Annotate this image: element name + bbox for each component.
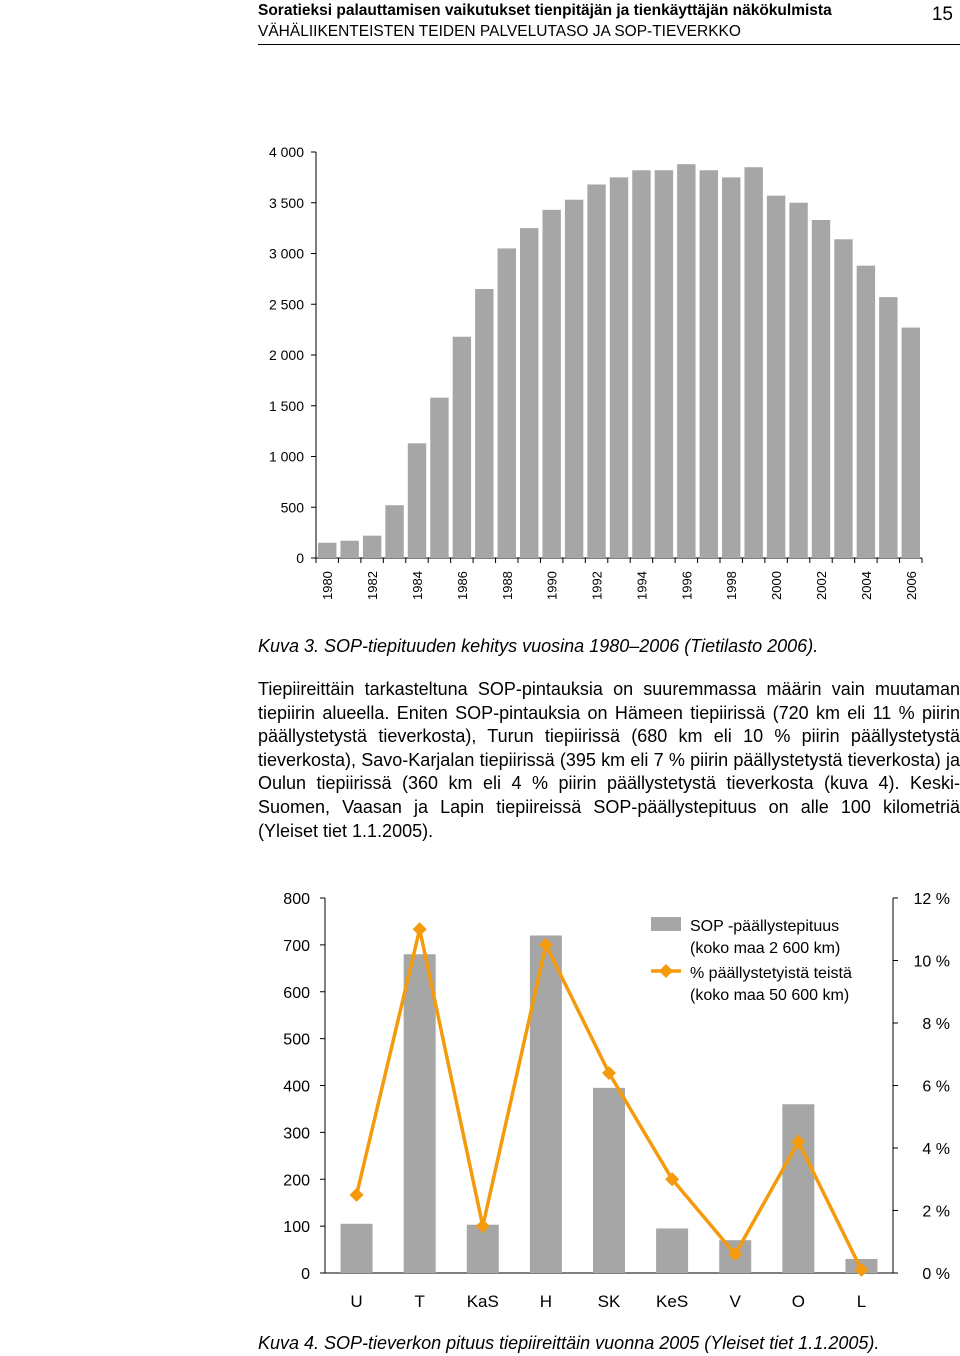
x-category-label: H: [539, 1292, 553, 1311]
right-tick-label: 2 %: [922, 1203, 950, 1221]
body-paragraph: Tiepiireittäin tarkasteltuna SOP-pintauksia on suuremmassa määrin vain muutaman tiepiirin alueella. Eniten SOP-pintauksia on Hämeen tiepiirissä (720 km eli 11 % piirin päällystetystä tieverkosta), Turun tiepiirissä (680 km eli 10 % piirin päällystetystä tieverkosta), Savo-Karjalan tiepiirissä (395 km eli 7 % piirin päällystetystä tieverkosta) ja Oulun tiepiirissä (360 km eli 4 % piirin päällystetystä tieverkosta (kuva 4). Keski-Suomen, Vaasan ja Lapin tiepiireissä SOP-päällystepituus on alle 100 kilometriä (Yleiset tiet 1.1.2005).: [258, 679, 960, 841]
x-tick-label: 2002: [814, 571, 829, 600]
x-category-label: O: [791, 1292, 805, 1311]
right-tick-label: 4 %: [922, 1141, 950, 1158]
legend-line-text-2: (koko maa 50 600 km): [690, 987, 850, 1004]
x-tick-label: 1980: [320, 571, 336, 600]
y-tick-label: 2 500: [268, 296, 304, 313]
x-tick-label: 1984: [410, 571, 425, 600]
x-tick-label: 1996: [679, 571, 695, 600]
x-tick-label: 1998: [724, 571, 740, 600]
legend-line-marker: [659, 964, 673, 978]
left-tick-label: 100: [283, 1219, 310, 1237]
x-tick-label: 1986: [454, 571, 470, 600]
y-tick-label: 1 000: [268, 448, 304, 465]
x-tick-label: 2004: [858, 571, 874, 600]
left-tick-label: 0: [301, 1266, 310, 1283]
header-title: Soratieksi palauttamisen vaikutukset tienpitäjän ja tienkäyttäjän näkökulmista: [258, 2, 832, 19]
left-tick-label: 300: [283, 1125, 310, 1143]
x-tick-label: 1988: [499, 571, 515, 600]
left-tick-label: 400: [283, 1078, 310, 1096]
x-tick-label: 1992: [589, 571, 605, 600]
y-tick-label: 2 000: [268, 347, 304, 363]
y-tick-label: 3 500: [268, 194, 304, 211]
left-tick-label: 600: [283, 984, 310, 1002]
page-number: 15: [931, 4, 953, 25]
legend-bar-text-1: SOP -päällystepituus: [690, 918, 840, 935]
y-tick-label: 500: [280, 499, 304, 516]
legend-bar-swatch: [651, 917, 681, 931]
x-category-label: KaS: [466, 1292, 499, 1311]
y-tick-label: 1 500: [268, 397, 304, 414]
bar-KeS: [656, 1228, 688, 1273]
x-category-label: SK: [597, 1292, 621, 1311]
figure2-caption: Kuva 4. SOP-tieverkon pituus tiepiireittäin vuonna 2005 (Yleiset tiet 1.1.2005).: [258, 1333, 880, 1353]
point-T: [413, 922, 427, 936]
figure1-caption: Kuva 3. SOP-tiepituuden kehitys vuosina 1980–2006 (Tietilasto 2006).: [258, 636, 819, 656]
x-tick-label: 1982: [365, 571, 381, 600]
legend-line-text-1: % päällystetyistä teistä: [690, 965, 852, 982]
x-tick-label: 2006: [903, 571, 919, 600]
left-tick-label: 200: [283, 1172, 310, 1190]
x-category-label: V: [729, 1292, 741, 1311]
bar-T: [404, 954, 436, 1273]
legend-bar-text-2: (koko maa 2 600 km): [690, 940, 841, 957]
right-tick-label: 12 %: [913, 891, 950, 908]
bar-SK: [593, 1088, 625, 1273]
header-subtitle: VÄHÄLIIKENTEISTEN TEIDEN PALVELUTASO JA SOP-TIEVERKKO: [258, 23, 741, 40]
bar-O: [782, 1104, 814, 1273]
x-category-label: T: [414, 1292, 425, 1311]
y-tick-label: 0: [296, 550, 304, 566]
x-category-label: KeS: [656, 1292, 689, 1311]
point-U: [350, 1188, 364, 1202]
x-tick-label: 1994: [634, 571, 650, 600]
left-tick-label: 500: [283, 1031, 310, 1049]
bar-U: [341, 1224, 373, 1273]
left-tick-label: 800: [283, 891, 310, 908]
x-tick-label: 1990: [544, 571, 560, 600]
bar-H: [530, 936, 562, 1274]
right-tick-label: 6 %: [922, 1078, 950, 1096]
x-category-label: L: [856, 1292, 867, 1311]
y-tick-label: 4 000: [268, 144, 304, 160]
x-tick-label: 2000: [769, 571, 785, 600]
y-tick-label: 3 000: [268, 245, 304, 262]
right-tick-label: 0 %: [922, 1266, 950, 1283]
right-tick-label: 10 %: [913, 953, 950, 971]
left-tick-label: 700: [283, 937, 310, 955]
right-tick-label: 8 %: [922, 1016, 950, 1033]
x-category-label: U: [350, 1292, 363, 1311]
